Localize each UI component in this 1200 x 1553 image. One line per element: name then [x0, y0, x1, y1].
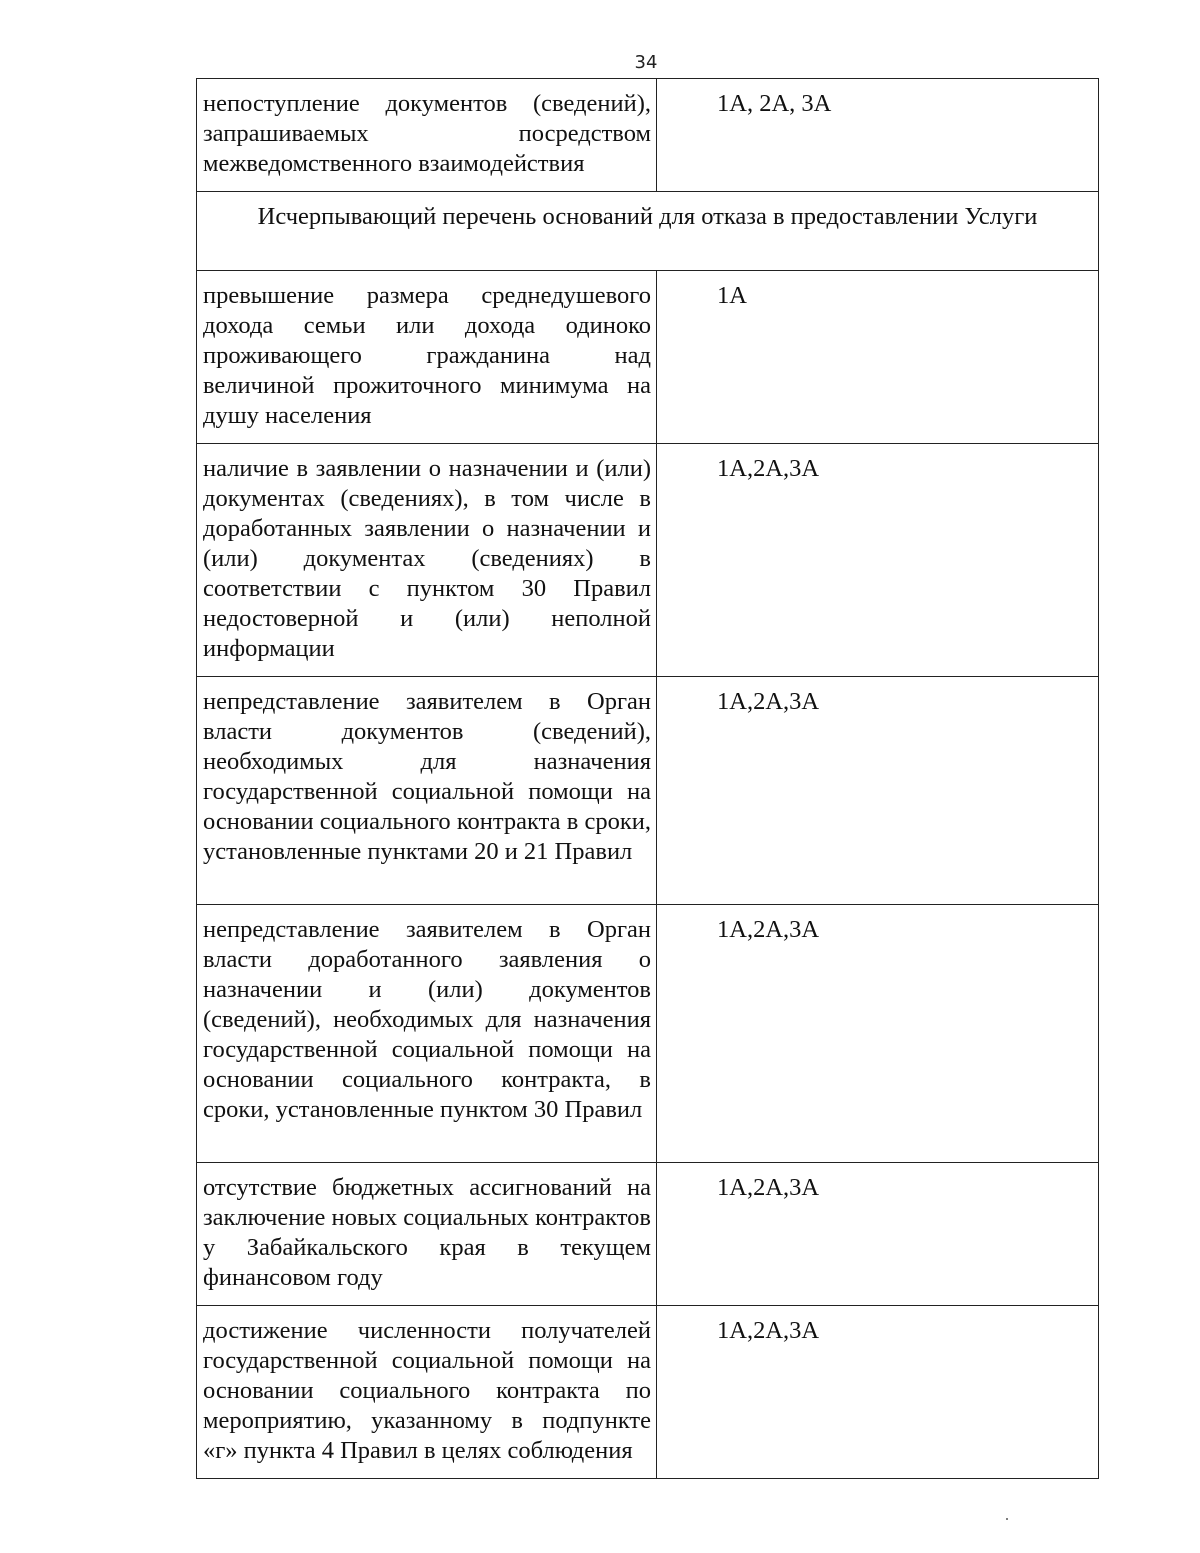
condition-cell: непоступление документов (сведений), запрашиваемых посредством межведомственного взаимодействия	[197, 79, 657, 192]
grounds-table	[196, 78, 1099, 1479]
condition-cell: отсутствие бюджетных ассигнований на заключение новых социальных контрактов у Забайкальского края в текущем финансовом году	[197, 1163, 657, 1306]
codes-cell: 1А,2А,3А	[657, 444, 1099, 677]
table-row	[197, 271, 1099, 444]
table-row	[197, 444, 1099, 677]
codes-cell: 1А,2А,3А	[657, 677, 1099, 905]
table-row	[197, 677, 1099, 905]
condition-cell: достижение численности получателей государственной социальной помощи на основании социального контракта по мероприятию, указанному в подпункте «г» пункта 4 Правил в целях соблюдения	[197, 1306, 657, 1479]
condition-cell: превышение размера среднедушевого дохода семьи или дохода одиноко проживающего гражданина над величиной прожиточного минимума на душу населения	[197, 271, 657, 444]
table-row	[197, 1306, 1099, 1479]
condition-cell: непредставление заявителем в Орган власти документов (сведений), необходимых для назначения государственной социальной помощи на основании социального контракта в сроки, установленные пунктами 20 и 21 Правил	[197, 677, 657, 905]
section-heading-row	[197, 192, 1099, 271]
table-row	[197, 79, 1099, 192]
codes-cell: 1А,2А,3А	[657, 1163, 1099, 1306]
table-row	[197, 905, 1099, 1163]
codes-cell: 1А,2А,3А	[657, 1306, 1099, 1479]
condition-cell: наличие в заявлении о назначении и (или) документах (сведениях), в том числе в доработанных заявлении о назначении и (или) документах (сведениях) в соответствии с пунктом 30 Правил недостоверной и (или) неполной информации	[197, 444, 657, 677]
codes-cell: 1А, 2А, 3А	[657, 79, 1099, 192]
page-number: 34	[634, 52, 658, 73]
section-heading: Исчерпывающий перечень оснований для отказа в предоставлении Услуги	[197, 192, 1099, 271]
condition-cell: непредставление заявителем в Орган власти доработанного заявления о назначении и (или) документов (сведений), необходимых для назначения государственной социальной помощи на основании социального контракта, в сроки, установленные пунктом 30 Правил	[197, 905, 657, 1163]
scan-artifact-dot	[1006, 1518, 1008, 1520]
codes-cell: 1А,2А,3А	[657, 905, 1099, 1163]
table-row	[197, 1163, 1099, 1306]
codes-cell: 1А	[657, 271, 1099, 444]
